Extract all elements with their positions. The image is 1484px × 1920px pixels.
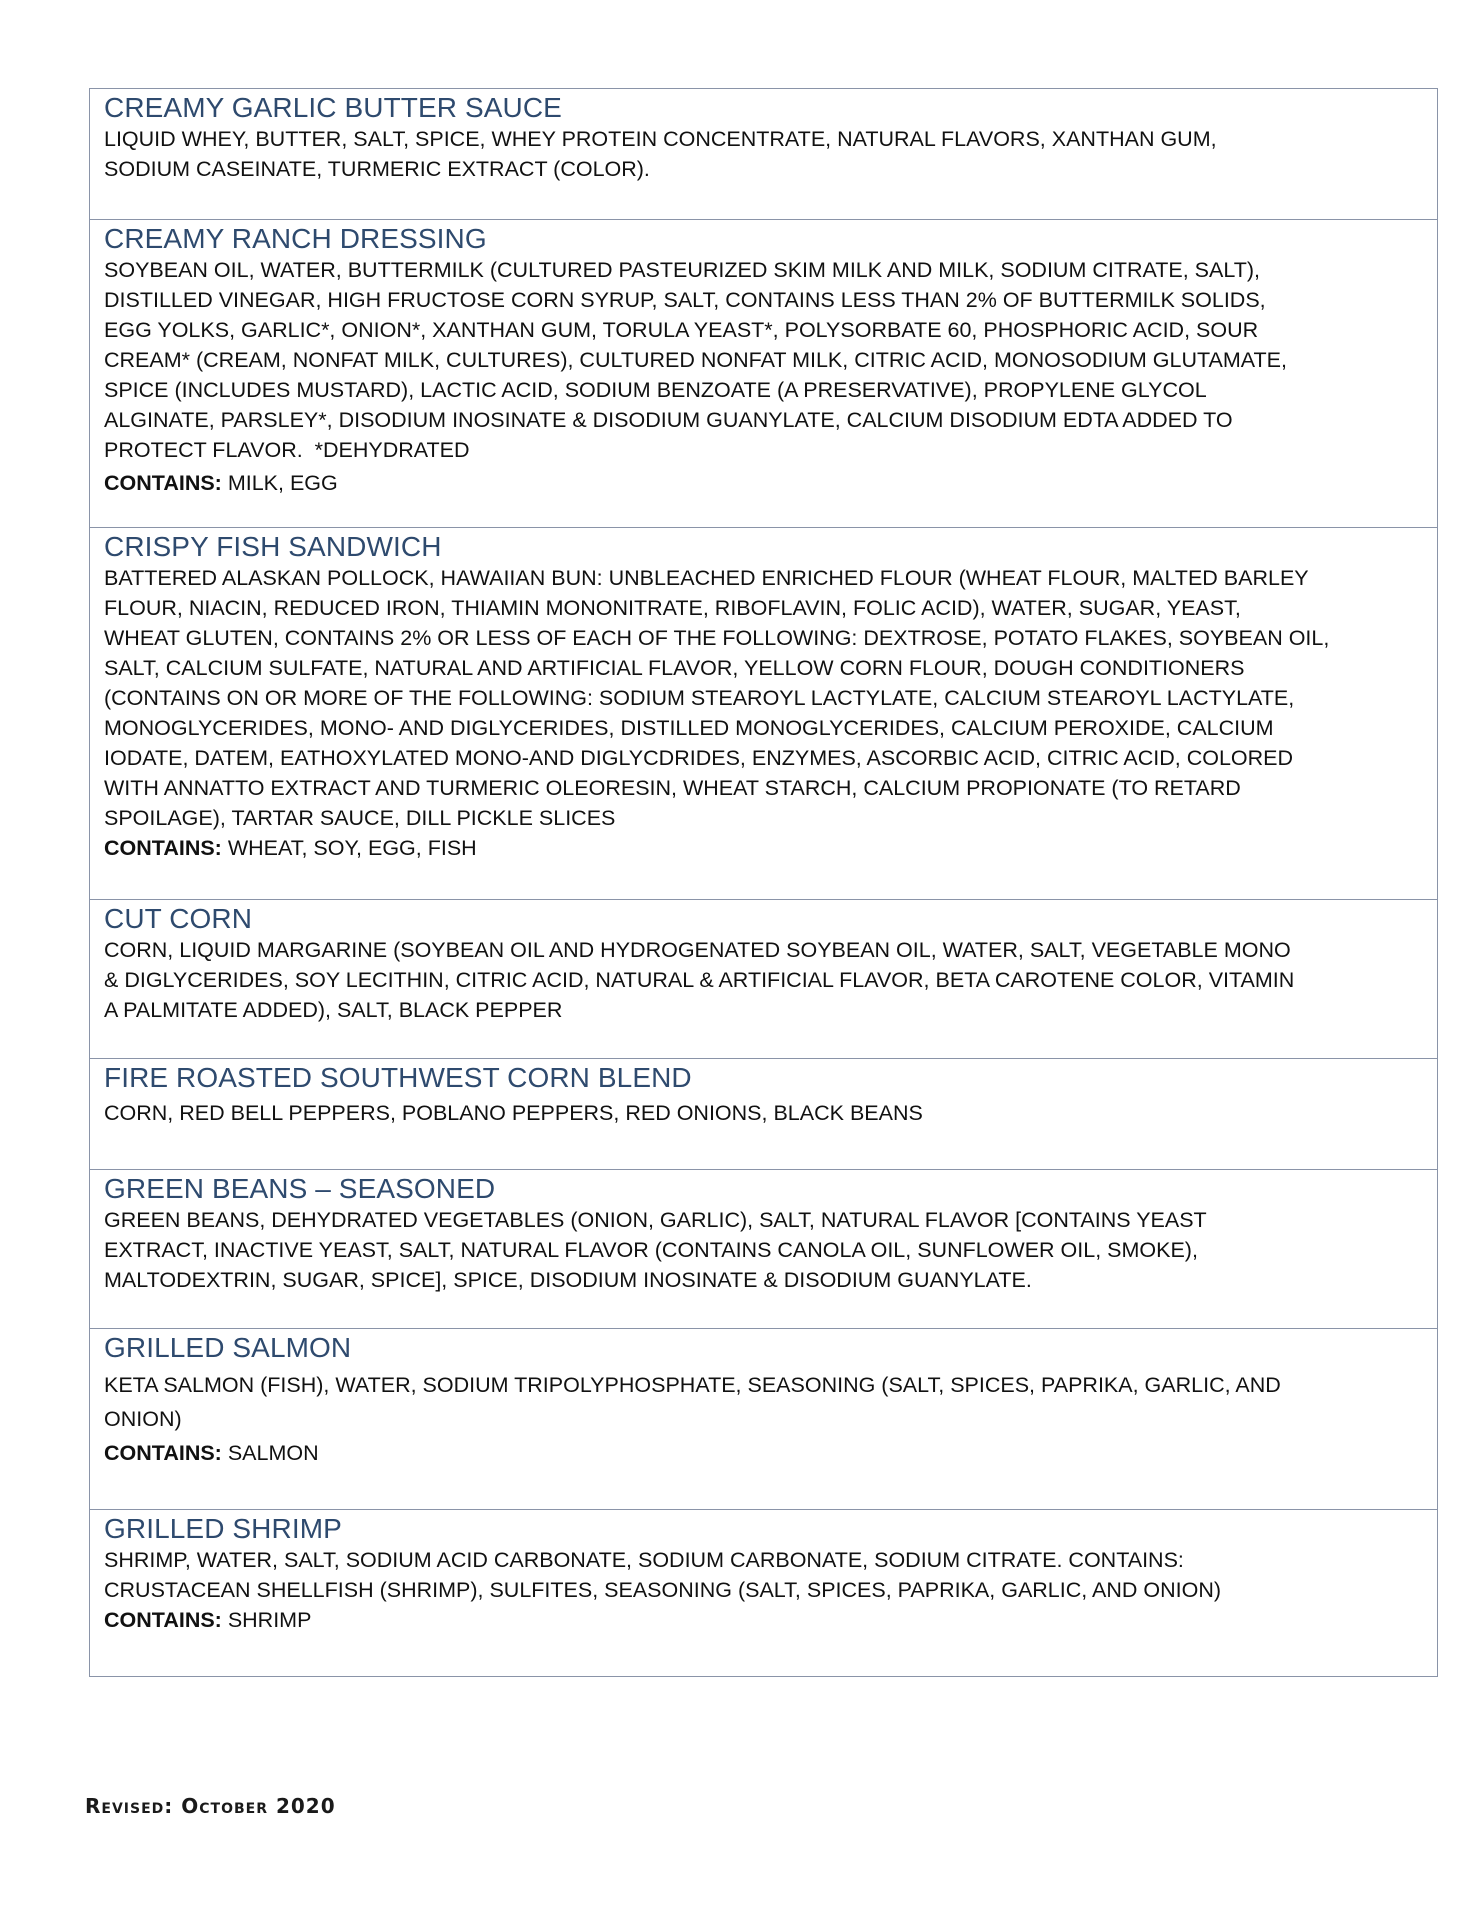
contains-label: CONTAINS: [104, 1608, 222, 1632]
item-fire-roasted-southwest-corn-blend [90, 1059, 1437, 1170]
item-ingredients: CORN, LIQUID MARGARINE (SOYBEAN OIL AND HYDROGENATED SOYBEAN OIL, WATER, SALT, VEGETABLE MONO & DIGLYCERIDES, SOY LECITHIN, CITRIC ACID, NATURAL & ARTIFICIAL FLAVOR, BETA CAROTENE COLOR, VITAMIN A PALMITATE ADDED), SALT, BLACK PEPPER [104, 938, 1295, 1022]
allergen-line [104, 833, 1423, 863]
item-grilled-salmon [90, 1329, 1437, 1510]
contains-value: WHEAT, SOY, EGG, FISH [221, 836, 477, 860]
item-title: FIRE ROASTED SOUTHWEST CORN BLEND [104, 1062, 692, 1093]
allergen-line [104, 468, 1423, 498]
item-creamy-garlic-butter-sauce [90, 89, 1437, 220]
item-ingredients: BATTERED ALASKAN POLLOCK, HAWAIIAN BUN: UNBLEACHED ENRICHED FLOUR (WHEAT FLOUR, MALTED BARLEY FLOUR, NIACIN, REDUCED IRON, THIAMIN MONONITRATE, RIBOFLAVIN, FOLIC ACID), WATER, SUGAR, YEAST, WHEAT GLUTEN, CONTAINS 2% OR LESS OF EACH OF THE FOLLOWING: DEXTROSE, POTATO FLAKES, SOYBEAN OIL, SALT, CALCIUM SULFATE, NATURAL AND ARTIFICIAL FLAVOR, YELLOW CORN FLOUR, DOUGH CONDITIONERS (CONTAINS ON OR MORE OF THE FOLLOWING: SODIUM STEAROYL LACTYLATE, CALCIUM STEAROYL LACTYLATE, MONOGLYCERIDES, MONO- AND DIGLYCERIDES, DISTILLED MONOGLYCERIDES, CALCIUM PEROXIDE, CALCIUM IODATE, DATEM, EATHOXYLATED MONO-AND DIGLYCDRIDES, ENZYMES, ASCORBIC ACID, CITRIC ACID, COLORED WITH ANNATTO EXTRACT AND TURMERIC OLEORESIN, WHEAT STARCH, CALCIUM PROPIONATE (TO RETARD SPOILAGE), TARTAR SAUCE, DILL PICKLE SLICES [104, 566, 1330, 830]
item-creamy-ranch-dressing [90, 220, 1437, 528]
contains-value: SALMON [221, 1441, 319, 1465]
item-grilled-shrimp [90, 1510, 1437, 1676]
item-title: GRILLED SHRIMP [104, 1513, 342, 1544]
allergen-line [104, 1605, 1423, 1635]
item-ingredients: LIQUID WHEY, BUTTER, SALT, SPICE, WHEY PROTEIN CONCENTRATE, NATURAL FLAVORS, XANTHAN GUM, SODIUM CASEINATE, TURMERIC EXTRACT (COLOR). [104, 127, 1217, 181]
contains-label: CONTAINS: [104, 471, 222, 495]
item-ingredients: KETA SALMON (FISH), WATER, SODIUM TRIPOLYPHOSPHATE, SEASONING (SALT, SPICES, PAPRIKA, GARLIC, AND ONION) [104, 1373, 1281, 1431]
item-title: GREEN BEANS – SEASONED [104, 1173, 496, 1204]
contains-value: MILK, EGG [221, 471, 338, 495]
item-cut-corn [90, 900, 1437, 1059]
item-title: CREAMY GARLIC BUTTER SAUCE [104, 92, 562, 123]
ingredient-table [89, 88, 1438, 1677]
item-ingredients: CORN, RED BELL PEPPERS, POBLANO PEPPERS, RED ONIONS, BLACK BEANS [104, 1101, 923, 1125]
item-ingredients: SHRIMP, WATER, SALT, SODIUM ACID CARBONATE, SODIUM CARBONATE, SODIUM CITRATE. CONTAINS: CRUSTACEAN SHELLFISH (SHRIMP), SULFITES, SEASONING (SALT, SPICES, PAPRIKA, GARLIC, AND ONION) [104, 1548, 1222, 1602]
allergen-line [104, 1438, 1423, 1468]
contains-label: CONTAINS: [104, 836, 222, 860]
revision-note: Revised: October 2020 [85, 1794, 336, 1818]
item-title: CREAMY RANCH DRESSING [104, 223, 487, 254]
item-ingredients: GREEN BEANS, DEHYDRATED VEGETABLES (ONION, GARLIC), SALT, NATURAL FLAVOR [CONTAINS YEAST EXTRACT, INACTIVE YEAST, SALT, NATURAL FLAVOR (CONTAINS CANOLA OIL, SUNFLOWER OIL, SMOKE), MALTODEXTRIN, SUGAR, SPICE], SPICE, DISODIUM INOSINATE & DISODIUM GUANYLATE. [104, 1208, 1207, 1292]
item-green-beans-seasoned [90, 1170, 1437, 1329]
item-ingredients: SOYBEAN OIL, WATER, BUTTERMILK (CULTURED PASTEURIZED SKIM MILK AND MILK, SODIUM CITRATE, SALT), DISTILLED VINEGAR, HIGH FRUCTOSE CORN SYRUP, SALT, CONTAINS LESS THAN 2% OF BUTTERMILK SOLIDS, EGG YOLKS, GARLIC*, ONION*, XANTHAN GUM, TORULA YEAST*, POLYSORBATE 60, PHOSPHORIC ACID, SOUR CREAM* (CREAM, NONFAT MILK, CULTURES), CULTURED NONFAT MILK, CITRIC ACID, MONOSODIUM GLUTAMATE, SPICE (INCLUDES MUSTARD), LACTIC ACID, SODIUM BENZOATE (A PRESERVATIVE), PROPYLENE GLYCOL ALGINATE, PARSLEY*, DISODIUM INOSINATE & DISODIUM GUANYLATE, CALCIUM DISODIUM EDTA ADDED TO PROTECT FLAVOR. *DEHYDRATED [104, 258, 1287, 462]
item-title: CUT CORN [104, 903, 253, 934]
contains-value: SHRIMP [221, 1608, 312, 1632]
contains-label: CONTAINS: [104, 1441, 222, 1465]
item-crispy-fish-sandwich [90, 528, 1437, 900]
item-title: CRISPY FISH SANDWICH [104, 531, 442, 562]
item-title: GRILLED SALMON [104, 1332, 352, 1363]
